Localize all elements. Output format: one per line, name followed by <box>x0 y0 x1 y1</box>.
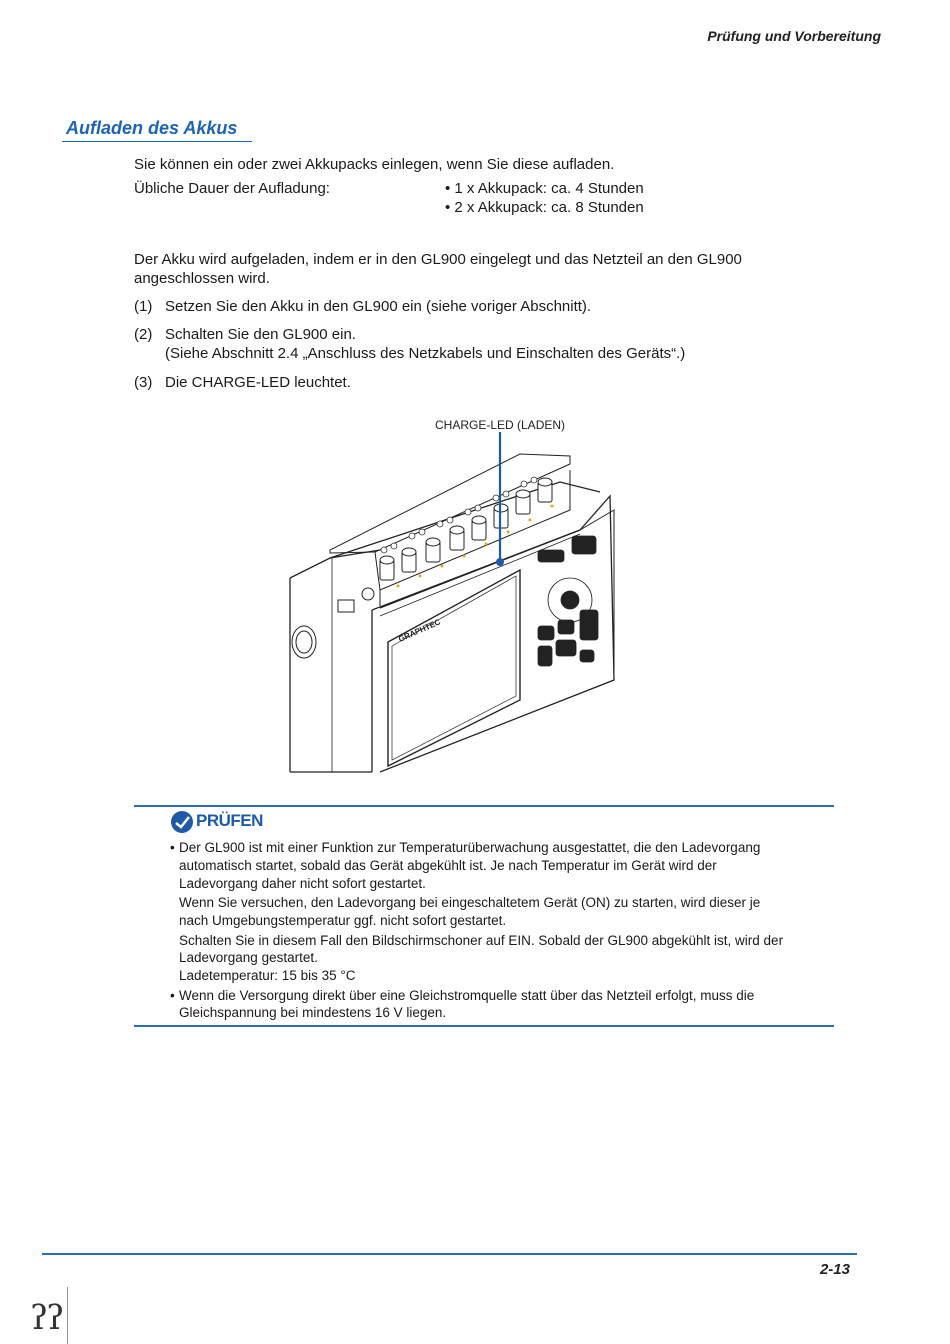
duration-item-1: • 1 x Akkupack: ca. 4 Stunden <box>445 180 644 197</box>
paragraph-line: angeschlossen wird. <box>134 270 270 287</box>
section-heading: Aufladen des Akkus <box>66 118 238 138</box>
note-line: Schalten Sie in diesem Fall den Bildschirmschoner auf EIN. Sobald der GL900 abgekühlt ist, wird der <box>179 933 784 948</box>
duration-label: Übliche Dauer der Aufladung: <box>134 180 330 197</box>
corner-divider <box>67 1287 68 1344</box>
step-text-detail: (Siehe Abschnitt 2.4 „Anschluss des Netzkabels und Einschalten des Geräts“.) <box>165 345 686 362</box>
step-text: Schalten Sie den GL900 ein. <box>165 326 356 343</box>
intro-line: Sie können ein oder zwei Akkupacks einlegen, wenn Sie diese aufladen. <box>134 156 615 173</box>
note-line: Gleichspannung bei mindestens 16 V liegen. <box>179 1005 447 1020</box>
figure-callout-label: CHARGE-LED (LADEN) <box>435 418 566 432</box>
note-line: Wenn Sie versuchen, den Ladevorgang bei eingeschaltetem Gerät (ON) zu starten, wird dieser je <box>179 895 761 910</box>
step-number: (1) <box>134 298 153 315</box>
note-bullet: • <box>170 988 175 1003</box>
duration-item-2: • 2 x Akkupack: ca. 8 Stunden <box>445 199 644 216</box>
step-text: Setzen Sie den Akku in den GL900 ein (siehe voriger Abschnitt). <box>165 298 592 315</box>
note-line: automatisch startet, sobald das Gerät abgekühlt ist. Je nach Temperatur im Gerät wird der <box>179 858 717 873</box>
note-line: Ladetemperatur: 15 bis 35 °C <box>179 968 356 983</box>
paragraph-line: Der Akku wird aufgeladen, indem er in den GL900 eingelegt und das Netzteil an den GL900 <box>134 251 742 268</box>
note-line: nach Umgebungstemperatur ggf. nicht sofort gestartet. <box>179 913 507 928</box>
note-line: Ladevorgang daher nicht sofort gestartet. <box>179 876 426 891</box>
footer-rule <box>42 1253 857 1255</box>
step-number: (3) <box>134 374 153 391</box>
running-header: Prüfung und Vorbereitung <box>707 28 881 44</box>
section-heading-underline <box>62 141 252 142</box>
corner-mark: ʔʔ <box>30 1298 63 1338</box>
check-box-top-rule <box>134 805 834 807</box>
check-hand-icon <box>170 810 196 834</box>
page-number: 2-13 <box>819 1261 850 1278</box>
device-illustration <box>280 410 620 775</box>
step-number: (2) <box>134 326 153 343</box>
note-line: Ladevorgang gestartet. <box>179 950 318 965</box>
check-label: PRÜFEN <box>196 811 263 830</box>
note-line: Wenn die Versorgung direkt über eine Gleichstromquelle statt über das Netzteil erfolgt, muss die <box>179 988 755 1003</box>
note-line: Der GL900 ist mit einer Funktion zur Temperaturüberwachung ausgestattet, die den Ladevorgang <box>179 840 761 855</box>
device-brand-text: GRAPHTEC <box>397 617 442 644</box>
note-bullet: • <box>170 840 175 855</box>
step-text: Die CHARGE-LED leuchtet. <box>165 374 351 391</box>
check-box-bottom-rule <box>134 1025 834 1027</box>
